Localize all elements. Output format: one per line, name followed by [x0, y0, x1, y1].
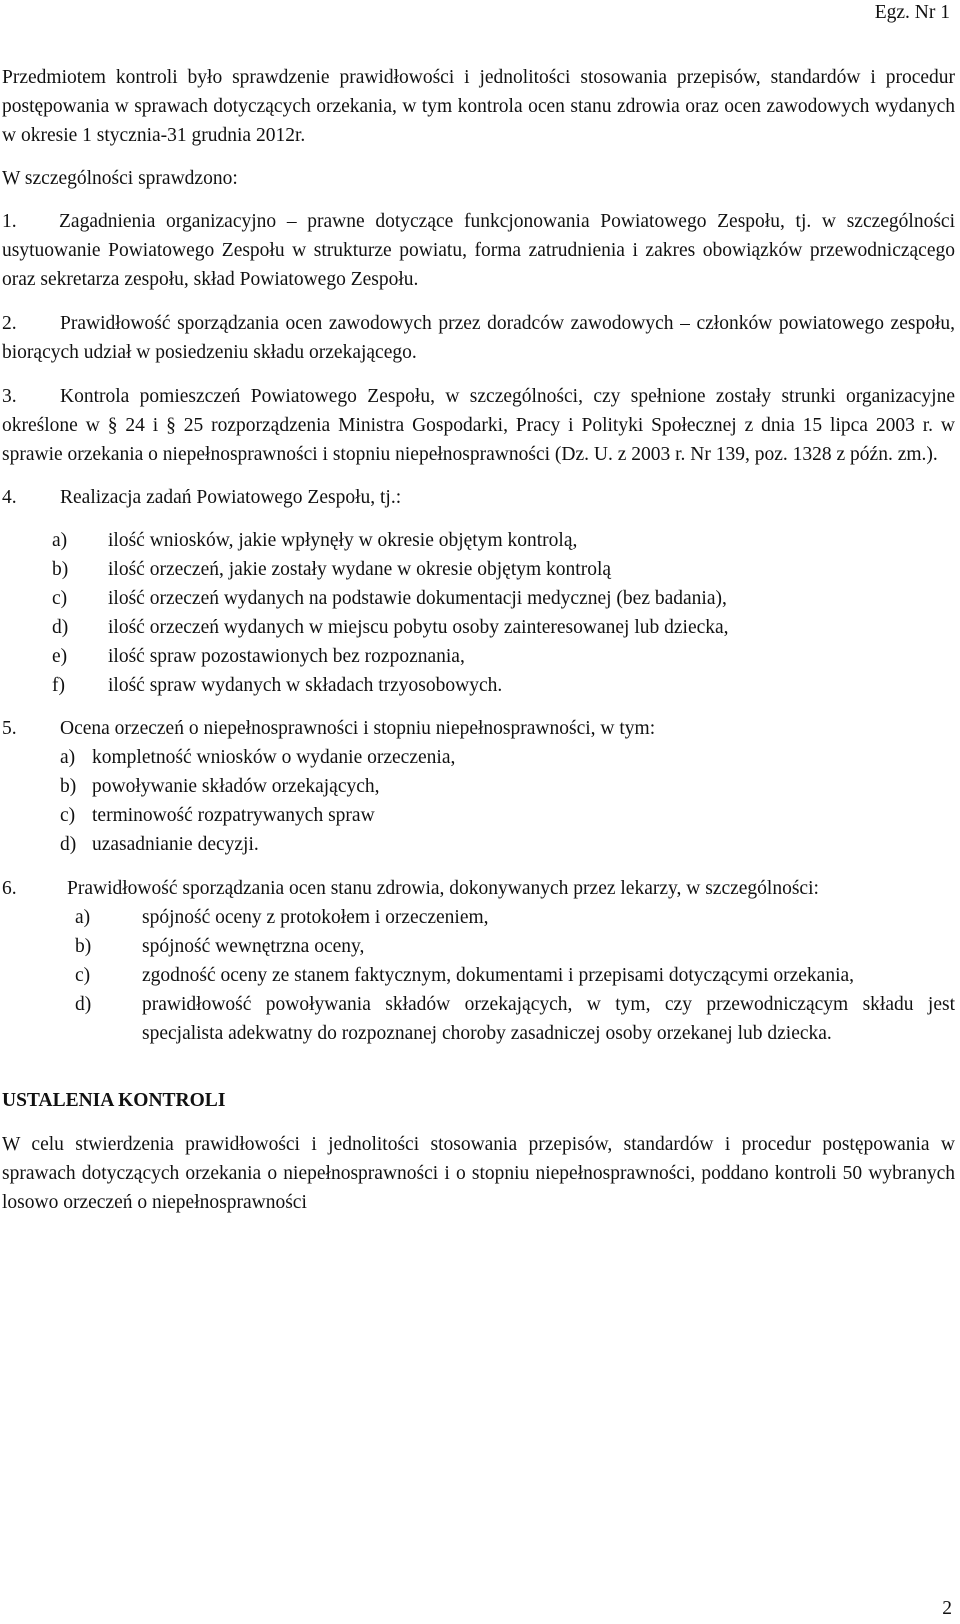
- findings-heading: USTALENIA KONTROLI: [2, 1090, 226, 1111]
- sublist-letter: d): [75, 994, 92, 1015]
- item-text: Ocena orzeczeń o niepełnosprawności i stopniu niepełnosprawności, w tym:: [60, 718, 656, 739]
- sublist-letter: a): [52, 530, 68, 551]
- sublist-letter: c): [52, 588, 68, 609]
- sublist-item: [2, 990, 955, 1048]
- sublist-text: ilość orzeczeń wydanych w miejscu pobytu osoby zainteresowanej lub dziecka,: [108, 617, 729, 638]
- sublist-text: spójność oceny z protokołem i orzeczeniem,: [142, 907, 489, 928]
- list-item-2: [2, 309, 955, 367]
- item-number: 1.: [2, 211, 17, 232]
- sublist-text: ilość orzeczeń wydanych na podstawie dokumentacji medycznej (bez badania),: [108, 588, 727, 609]
- list-item-4: [2, 483, 955, 512]
- sublist-text: spójność wewnętrzna oceny,: [142, 936, 365, 957]
- copy-number: Egz. Nr 1: [874, 2, 950, 23]
- sublist-letter: e): [52, 646, 68, 667]
- sublist-text: ilość orzeczeń, jakie zostały wydane w okresie objętym kontrolą: [108, 559, 612, 580]
- intro-lead: W szczególności sprawdzono:: [2, 168, 238, 189]
- sublist-item: [2, 801, 955, 830]
- sublist-item: [2, 961, 955, 990]
- sublist-letter: d): [52, 617, 69, 638]
- item-text: Zagadnienia organizacyjno – prawne dotyczące funkcjonowania Powiatowego Zespołu, tj. w szczególności usytuowanie Powiatowego Zespołu w strukturze powiatu, forma zatrudnienia i zakres obowiązków przewodniczącego oraz sekretarza zespołu, skład Powiatowego Zespołu.: [2, 211, 955, 290]
- sublist-letter: b): [60, 776, 77, 797]
- sublist-item: [2, 743, 955, 772]
- sublist-text: ilość spraw wydanych w składach trzyosobowych.: [108, 675, 503, 696]
- item-number: 6.: [2, 878, 17, 899]
- item-5-sublist: [2, 743, 955, 859]
- sublist-item: [2, 903, 955, 932]
- item-text: Prawidłowość sporządzania ocen stanu zdrowia, dokonywanych przez lekarzy, w szczególności:: [67, 878, 819, 899]
- sublist-text: kompletność wniosków o wydanie orzeczenia,: [92, 747, 456, 768]
- sublist-letter: d): [60, 834, 77, 855]
- sublist-item: [2, 830, 955, 859]
- sublist-letter: c): [60, 805, 76, 826]
- item-number: 3.: [2, 386, 17, 407]
- item-number: 4.: [2, 487, 17, 508]
- sublist-letter: b): [75, 936, 92, 957]
- sublist-letter: b): [52, 559, 69, 580]
- item-4-sublist: [2, 526, 955, 700]
- sublist-letter: a): [60, 747, 76, 768]
- sublist-item: [2, 642, 955, 671]
- sublist-item: [2, 526, 955, 555]
- list-item-5: [2, 714, 955, 743]
- sublist-text: prawidłowość powoływania składów orzekających, w tym, czy przewodniczącym składu jest specjalista adekwatny do rozpoznanej choroby zasadniczej osoby orzekanej lub dziecka.: [142, 994, 955, 1044]
- sublist-text: uzasadnianie decyzji.: [92, 834, 259, 855]
- list-item-6: [2, 874, 955, 903]
- item-text: Kontrola pomieszczeń Powiatowego Zespołu, w szczególności, czy spełnione zostały strunki organizacyjne określone w § 24 i § 25 rozporządzenia Ministra Gospodarki, Pracy i Polityki Społecznej z dnia 15 lipca 2003 r. w sprawie orzekania o niepełnosprawności i stopniu niepełnosprawności (Dz. U. z 2003 r. Nr 139, poz. 1328 z późn. zm.).: [2, 386, 955, 465]
- sublist-item: [2, 555, 955, 584]
- sublist-item: [2, 932, 955, 961]
- sublist-text: ilość wniosków, jakie wpłynęły w okresie objętym kontrolą,: [108, 530, 578, 551]
- document-body: [2, 63, 955, 1217]
- item-number: 5.: [2, 718, 17, 739]
- sublist-item: [2, 772, 955, 801]
- sublist-letter: c): [75, 965, 91, 986]
- item-number: 2.: [2, 313, 17, 334]
- item-text: Realizacja zadań Powiatowego Zespołu, tj.:: [60, 487, 402, 508]
- list-item-3: [2, 382, 955, 469]
- intro-paragraph: Przedmiotem kontroli było sprawdzenie prawidłowości i jednolitości stosowania przepisów, standardów i procedur postępowania w sprawach dotyczących orzekania, w tym kontrola ocen stanu zdrowia oraz ocen zawodowych wydanych w okresie 1 stycznia-31 grudnia 2012r.: [2, 67, 955, 146]
- sublist-text: powoływanie składów orzekających,: [92, 776, 380, 797]
- item-6-sublist: [2, 903, 955, 1048]
- item-text: Prawidłowość sporządzania ocen zawodowych przez doradców zawodowych – członków powiatowego zespołu, biorących udział w posiedzeniu składu orzekającego.: [2, 313, 955, 363]
- sublist-text: terminowość rozpatrywanych spraw: [92, 805, 375, 826]
- sublist-text: ilość spraw pozostawionych bez rozpoznania,: [108, 646, 465, 667]
- sublist-item: [2, 613, 955, 642]
- sublist-text: zgodność oceny ze stanem faktycznym, dokumentami i przepisami dotyczącymi orzekania,: [142, 965, 855, 986]
- list-item-1: [2, 207, 955, 294]
- page-number: 2: [942, 1598, 952, 1619]
- findings-paragraph: W celu stwierdzenia prawidłowości i jednolitości stosowania przepisów, standardów i procedur postępowania w sprawach dotyczących orzekania o niepełnosprawności i o stopniu niepełnosprawności, poddano kontroli 50 wybranych losowo orzeczeń o niepełnosprawności: [2, 1134, 955, 1213]
- sublist-item: [2, 671, 955, 700]
- sublist-letter: a): [75, 907, 91, 928]
- sublist-item: [2, 584, 955, 613]
- sublist-letter: f): [52, 675, 65, 696]
